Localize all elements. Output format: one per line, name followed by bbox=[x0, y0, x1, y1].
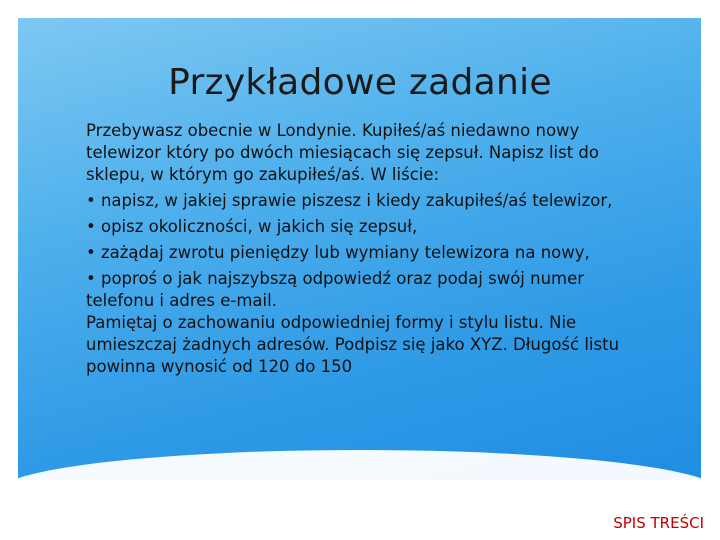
table-of-contents-link[interactable]: SPIS TREŚCI bbox=[613, 514, 704, 532]
task-bullet-3: • zażądaj zwrotu pieniędzy lub wymiany telewizora na nowy, bbox=[86, 243, 590, 262]
task-bullet-2: • opisz okoliczności, w jakich się zepsuł, bbox=[86, 217, 418, 236]
task-closing: Pamiętaj o zachowaniu odpowiedniej formy i stylu listu. Nie umieszczaj żadnych adresów. Podpisz się jako XYZ. Długość listu powinna wynosić od 120 do 150 bbox=[86, 313, 620, 376]
slide-title: Przykładowe zadanie bbox=[168, 62, 552, 103]
task-bullet-1: • napisz, w jakiej sprawie piszesz i kiedy zakupiłeś/aś telewizor, bbox=[86, 191, 613, 210]
panel-wave-decoration bbox=[18, 450, 701, 480]
task-intro: Przebywasz obecnie w Londynie. Kupiłeś/aś niedawno nowy telewizor który po dwóch miesiącach się zepsuł. Napisz list do sklepu, w którym go zakupiłeś/aś. W liście: bbox=[86, 121, 599, 184]
task-bullet-4: • poproś o jak najszybszą odpowiedź oraz podaj swój numer telefonu i adres e-mail. bbox=[86, 269, 585, 310]
slide-body bbox=[86, 120, 646, 382]
